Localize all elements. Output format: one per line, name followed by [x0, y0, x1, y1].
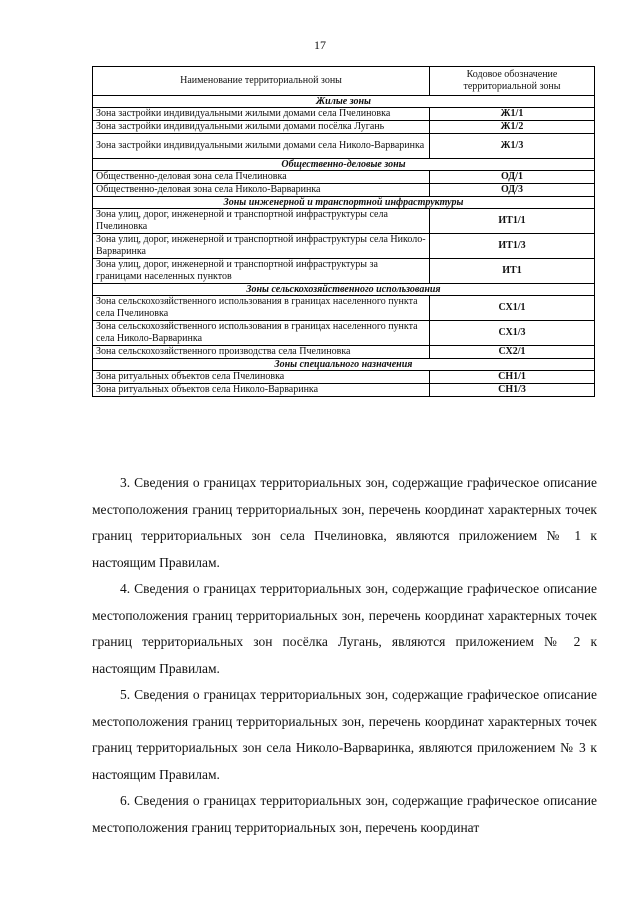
table-body — [93, 96, 595, 397]
zone-code-cell: ОД/3 — [430, 184, 595, 197]
zone-code-cell: СН1/3 — [430, 384, 595, 397]
table-row — [93, 171, 595, 184]
zone-code-cell: Ж1/1 — [430, 108, 595, 121]
zone-name-cell: Общественно-деловая зона села Николо-Варваринка — [93, 184, 430, 197]
table-row — [93, 134, 595, 159]
table-row — [93, 296, 595, 321]
zone-group-row — [93, 159, 595, 171]
zone-group-row — [93, 284, 595, 296]
zone-code-cell: Ж1/3 — [430, 134, 595, 159]
table-row — [93, 321, 595, 346]
zone-name-cell: Зона застройки индивидуальными жилыми домами посёлка Лугань — [93, 121, 430, 134]
zone-group-title: Зоны инженерной и транспортной инфраструктуры — [93, 197, 595, 209]
body-text — [92, 470, 597, 841]
table-row — [93, 346, 595, 359]
zone-name-cell: Зона улиц, дорог, инженерной и транспортной инфраструктуры за границами населенных пунктов — [93, 259, 430, 284]
territorial-zones-table — [92, 66, 595, 397]
table-row — [93, 121, 595, 134]
zone-group-title: Зоны сельскохозяйственного использования — [93, 284, 595, 296]
zone-name-cell: Зона улиц, дорог, инженерной и транспортной инфраструктуры села Николо-Варваринка — [93, 234, 430, 259]
zone-group-row — [93, 96, 595, 108]
paragraph-5: 5. Сведения о границах территориальных зон, содержащие графическое описание местоположения границ территориальных зон, перечень координат характерных точек границ территориальных зон села Николо-Варваринка, являются приложением № 3 к настоящим Правилам. — [92, 687, 597, 782]
zone-code-cell: ИТ1 — [430, 259, 595, 284]
zone-code-cell: Ж1/2 — [430, 121, 595, 134]
table-header-row — [93, 67, 595, 96]
paragraph-3: 3. Сведения о границах территориальных зон, содержащие графическое описание местоположения границ территориальных зон, перечень координат характерных точек границ территориальных зон села Пчелиновка, являются приложением № 1 к настоящим Правилам. — [92, 475, 597, 570]
zone-code-cell: СХ1/3 — [430, 321, 595, 346]
header-zone-name: Наименование территориальной зоны — [93, 67, 430, 96]
zone-group-row — [93, 359, 595, 371]
table-row — [93, 371, 595, 384]
zone-code-cell: СН1/1 — [430, 371, 595, 384]
table-row — [93, 184, 595, 197]
zone-name-cell: Зона сельскохозяйственного использования в границах населенного пункта села Пчелиновка — [93, 296, 430, 321]
zone-group-title: Общественно-деловые зоны — [93, 159, 595, 171]
table-row — [93, 384, 595, 397]
table-row — [93, 209, 595, 234]
zone-name-cell: Зона застройки индивидуальными жилыми домами села Николо-Варваринка — [93, 134, 430, 159]
paragraph-6: 6. Сведения о границах территориальных зон, содержащие графическое описание местоположения границ территориальных зон, перечень координат — [92, 793, 597, 835]
zone-code-cell: СХ2/1 — [430, 346, 595, 359]
zone-name-cell: Зона застройки индивидуальными жилыми домами села Пчелиновка — [93, 108, 430, 121]
zone-code-cell: ИТ1/3 — [430, 234, 595, 259]
zone-group-row — [93, 197, 595, 209]
zone-name-cell: Зона ритуальных объектов села Пчелиновка — [93, 371, 430, 384]
zone-name-cell: Общественно-деловая зона села Пчелиновка — [93, 171, 430, 184]
zone-code-cell: ИТ1/1 — [430, 209, 595, 234]
table-row — [93, 234, 595, 259]
zone-group-title: Зоны специального назначения — [93, 359, 595, 371]
zone-group-title: Жилые зоны — [93, 96, 595, 108]
table-row — [93, 259, 595, 284]
zone-name-cell: Зона сельскохозяйственного использования в границах населенного пункта села Николо-Варваринка — [93, 321, 430, 346]
paragraph-4: 4. Сведения о границах территориальных зон, содержащие графическое описание местоположения границ территориальных зон, перечень координат характерных точек границ территориальных зон посёлка Лугань, являются приложением № 2 к настоящим Правилам. — [92, 581, 597, 676]
zone-code-cell: СХ1/1 — [430, 296, 595, 321]
zone-name-cell: Зона ритуальных объектов села Николо-Варваринка — [93, 384, 430, 397]
zone-code-cell: ОД/1 — [430, 171, 595, 184]
zone-name-cell: Зона сельскохозяйственного производства села Пчелиновка — [93, 346, 430, 359]
header-zone-code: Кодовое обозначение территориальной зоны — [430, 67, 595, 96]
page-number: 17 — [314, 38, 326, 52]
zone-name-cell: Зона улиц, дорог, инженерной и транспортной инфраструктуры села Пчелиновка — [93, 209, 430, 234]
table-row — [93, 108, 595, 121]
